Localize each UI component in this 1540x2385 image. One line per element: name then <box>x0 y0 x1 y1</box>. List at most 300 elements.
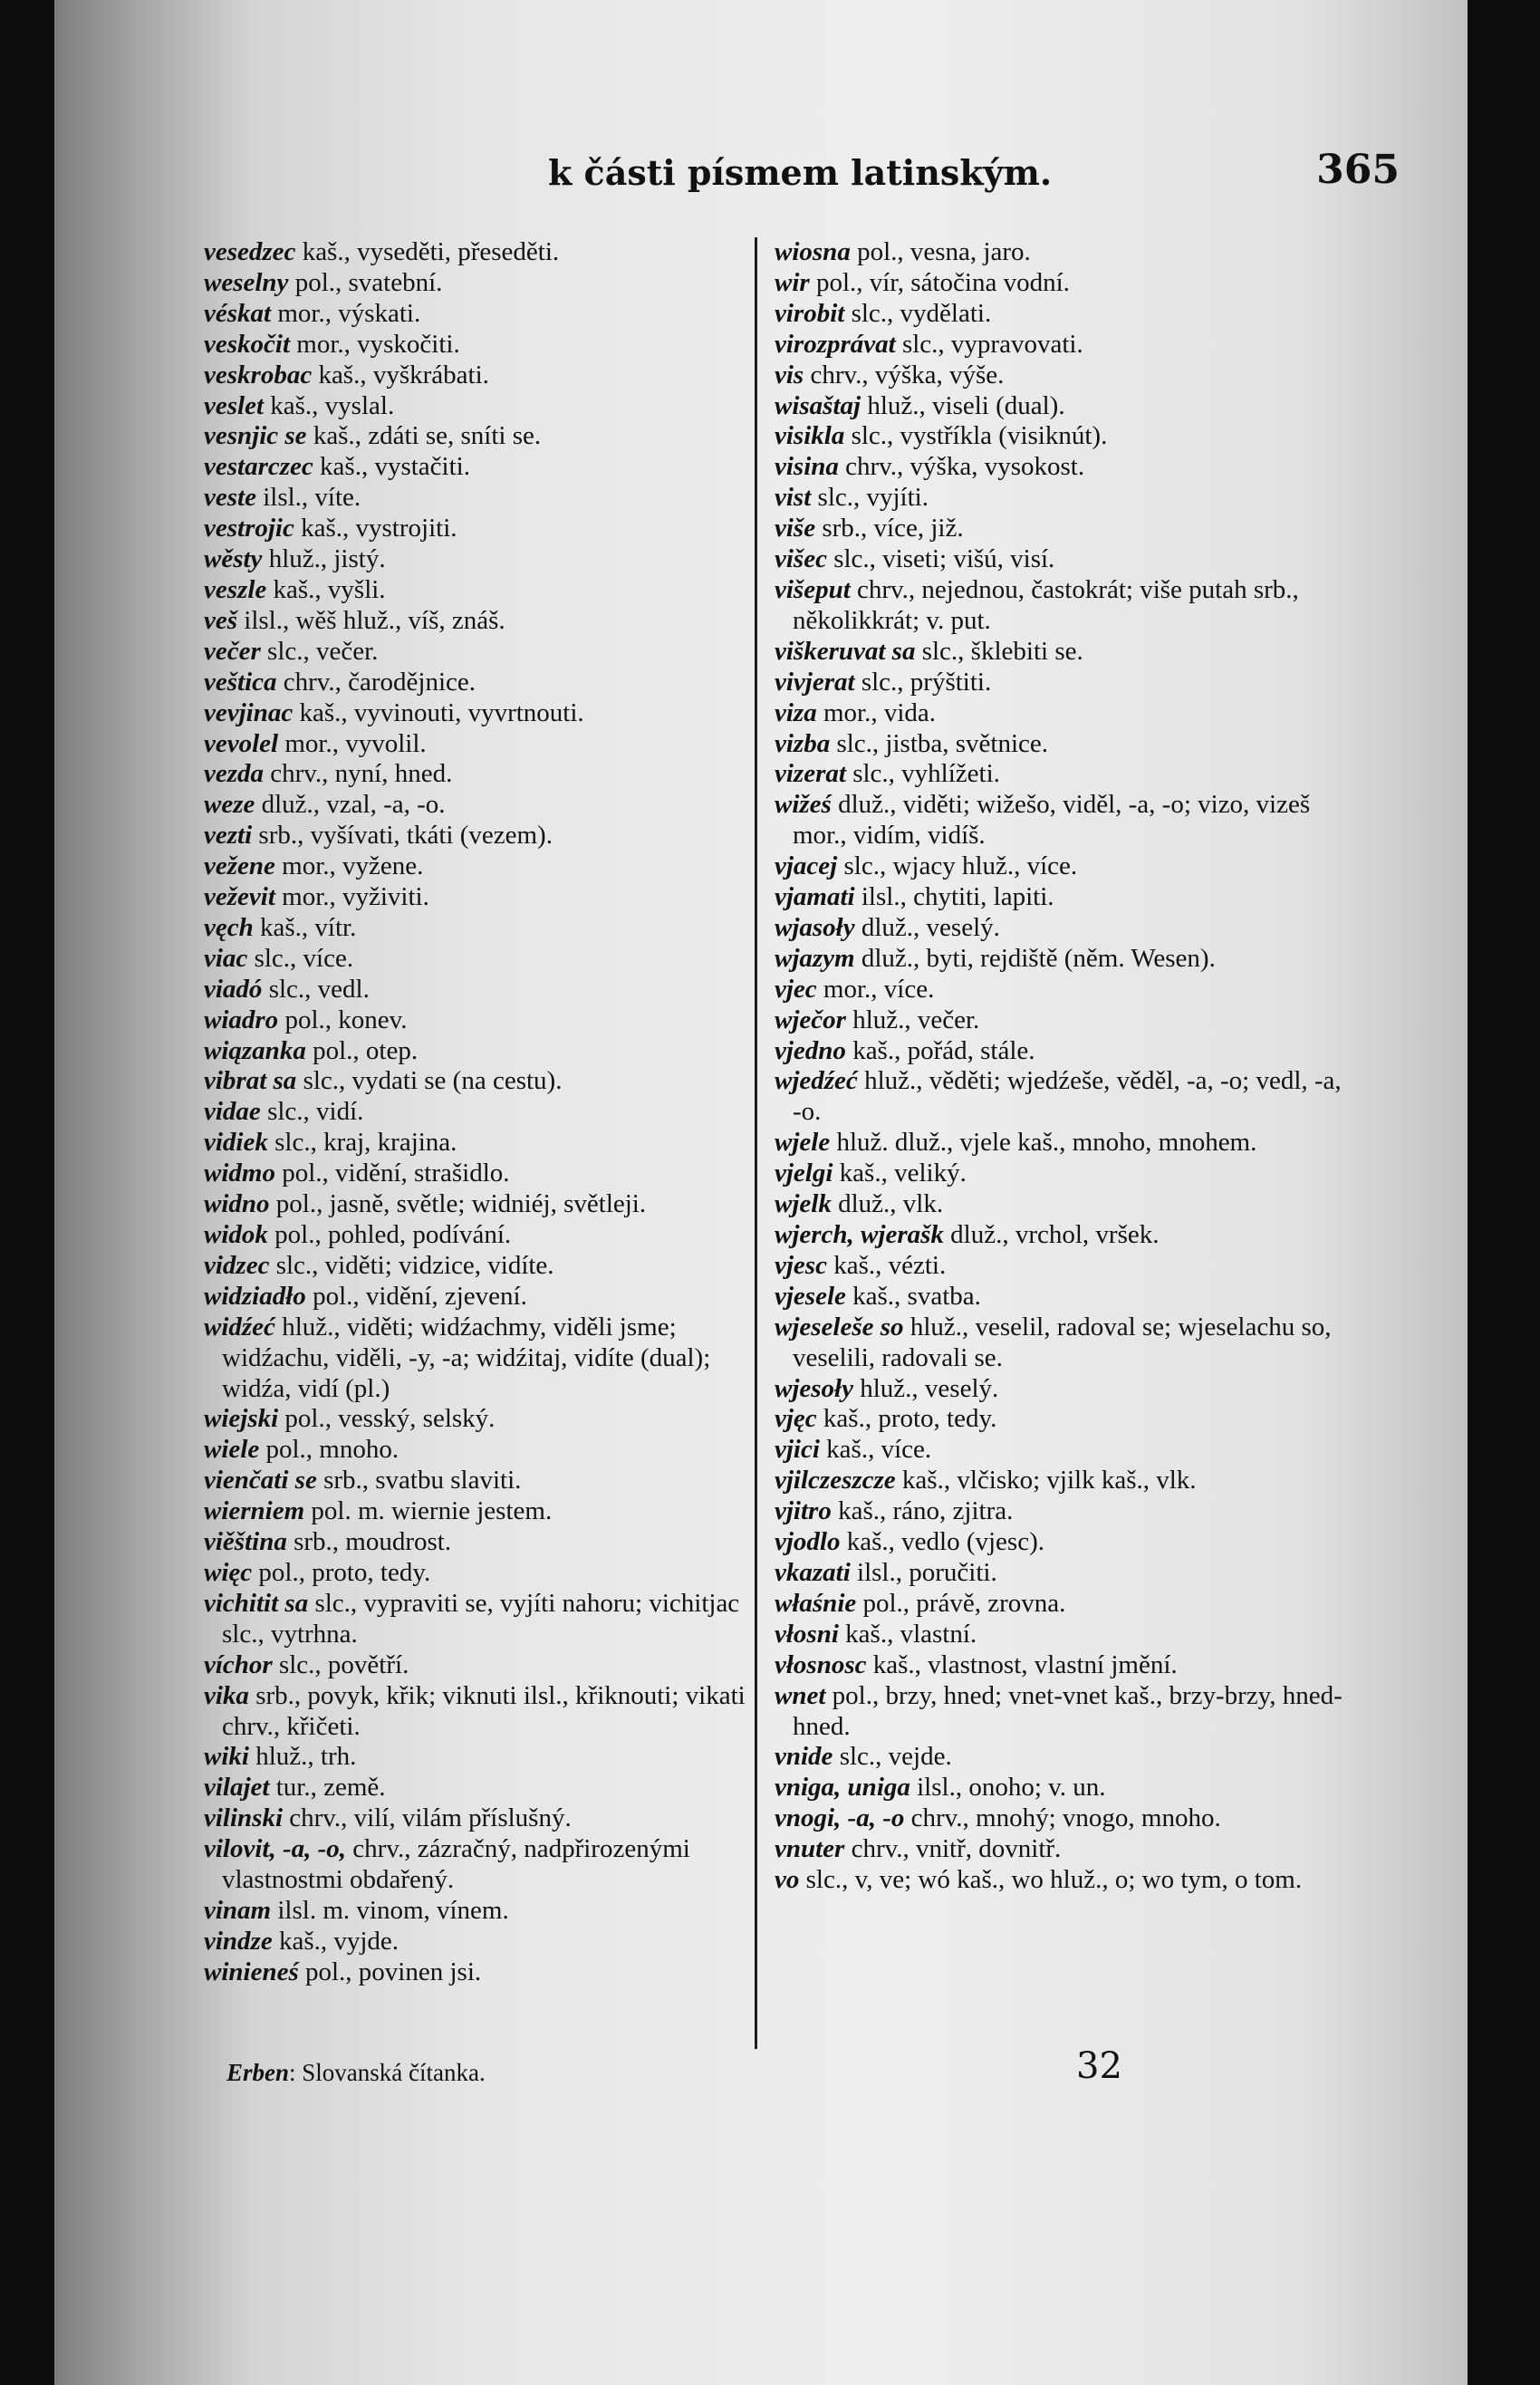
left-column <box>204 237 756 1988</box>
entry-definition: chrv., vnitř, dovnitř. <box>844 1834 1062 1864</box>
entry-definition: kaš., zdáti se, sníti se. <box>306 421 542 451</box>
entry-headword: vestrojic <box>204 514 294 543</box>
entry-headword: viza <box>775 697 817 727</box>
entry-headword: vjici <box>775 1435 820 1465</box>
entry-definition: pol. m. wiernie jestem. <box>304 1496 553 1526</box>
entry-headword: wižeś <box>775 790 832 820</box>
dictionary-entry <box>204 1681 756 1743</box>
footer-author: Erben <box>226 2059 290 2086</box>
dictionary-entry <box>775 1681 1354 1743</box>
entry-definition: dluž., vlk. <box>831 1189 944 1219</box>
entry-definition: mor., vida. <box>816 697 937 727</box>
entry-headword: víchor <box>204 1649 273 1679</box>
dictionary-entry <box>204 944 756 975</box>
entry-headword: vis <box>775 360 804 389</box>
entry-headword: virozprávat <box>775 329 896 359</box>
entry-headword: veskočit <box>204 329 291 359</box>
entry-headword: vłosni <box>775 1619 839 1649</box>
dictionary-entry <box>204 1005 756 1036</box>
dictionary-entry <box>204 975 756 1005</box>
dictionary-entry <box>775 1313 1354 1374</box>
entry-definition: hluž., veselý. <box>853 1373 999 1403</box>
page-title: k části písmem latinským. <box>548 152 1053 193</box>
entry-definition: chrv., nejednou, častokrát; više putah srb., několikkrát; v. put. <box>793 574 1299 635</box>
entry-headword: vesnjic se <box>204 421 307 451</box>
dictionary-entry <box>775 1834 1354 1865</box>
entry-headword: widmo <box>204 1159 275 1188</box>
entry-definition: kaš., vyjde. <box>272 1926 399 1956</box>
entry-definition: chrv., výška, výše. <box>804 360 1005 389</box>
entry-headword: vibrat sa <box>204 1066 297 1096</box>
entry-definition: slc., vydati se (na cestu). <box>296 1066 563 1096</box>
dictionary-entry <box>204 1435 756 1466</box>
entry-headword: wiadro <box>204 1005 279 1034</box>
entry-headword: višec <box>775 544 827 574</box>
dictionary-entry <box>775 1036 1354 1067</box>
entry-definition: slc., prýštiti. <box>854 667 992 697</box>
dictionary-entry <box>775 299 1354 330</box>
dictionary-entry <box>204 1404 756 1435</box>
dictionary-entry <box>204 452 756 483</box>
dictionary-entry <box>204 391 756 422</box>
entry-headword: wječor <box>775 1005 846 1034</box>
dictionary-entry <box>775 1589 1354 1620</box>
dictionary-entry <box>775 729 1354 760</box>
entry-definition: dluž., veselý. <box>854 912 1000 942</box>
entry-definition: slc., šklebiti se. <box>915 636 1083 666</box>
entry-headword: viškeruvat sa <box>775 636 916 666</box>
dictionary-entry <box>204 361 756 391</box>
entry-definition: kaš., pořád, stále. <box>845 1035 1035 1065</box>
dictionary-entry <box>204 1282 756 1313</box>
entry-definition: slc., vypravovati. <box>895 329 1083 359</box>
dictionary-entry <box>775 1404 1354 1435</box>
entry-headword: vo <box>775 1865 800 1895</box>
dictionary-entry <box>204 698 756 729</box>
entry-headword: véskat <box>204 298 272 328</box>
entry-definition: pol., vír, sátočina vodní. <box>809 267 1070 297</box>
entry-definition: mor., vyžene. <box>274 851 424 881</box>
dictionary-entry <box>775 668 1354 698</box>
entry-headword: vilajet <box>204 1773 270 1803</box>
entry-definition: kaš., vyškrábati. <box>312 360 489 389</box>
entry-headword: wěsty <box>204 544 263 574</box>
entry-headword: vjec <box>775 974 817 1004</box>
entry-definition: slc., více. <box>247 943 354 973</box>
entry-definition: ilsl., víte. <box>255 483 361 513</box>
entry-headword: wjesoły <box>775 1373 853 1403</box>
dictionary-entry <box>775 452 1354 483</box>
entry-headword: vjesele <box>775 1281 846 1311</box>
entry-definition: kaš., vítr. <box>253 912 357 942</box>
entry-definition: hluž., jistý. <box>262 544 386 574</box>
entry-definition: slc., viseti; višú, visí. <box>826 544 1055 574</box>
dictionary-entry <box>204 851 756 882</box>
entry-headword: vjedno <box>775 1035 846 1065</box>
entry-definition: pol., povinen jsi. <box>298 1957 482 1986</box>
entry-definition: kaš., proto, tedy. <box>816 1404 997 1434</box>
entry-headword: više <box>775 514 816 543</box>
entry-definition: pol., jasně, světle; widniéj, světleji. <box>269 1189 647 1219</box>
entry-headword: visina <box>775 452 839 482</box>
entry-definition: slc., vyjíti. <box>811 483 929 513</box>
entry-headword: vesedzec <box>204 237 296 266</box>
entry-headword: wisaštaj <box>775 390 861 420</box>
entry-definition: hluž., večer. <box>845 1005 980 1034</box>
entry-headword: widziadło <box>204 1281 306 1311</box>
dictionary-entry <box>775 575 1354 637</box>
entry-headword: wjasoły <box>775 912 855 942</box>
entry-definition: slc., vidí. <box>260 1097 364 1127</box>
entry-definition: kaš., vyvinouti, vyvrtnouti. <box>293 697 584 727</box>
dictionary-entry <box>204 606 756 637</box>
dictionary-entry <box>204 1251 756 1282</box>
dictionary-entry <box>204 330 756 361</box>
dictionary-entry <box>775 483 1354 514</box>
entry-definition: dluž., vzal, -a, -o. <box>255 790 446 820</box>
entry-headword: veszle <box>204 574 267 604</box>
dictionary-entry <box>775 1650 1354 1681</box>
entry-headword: vnogi, -a, -o <box>775 1803 905 1833</box>
entry-definition: srb., povyk, křik; viknuti ilsl., křiknouti; vikati chrv., křičeti. <box>222 1680 746 1741</box>
entry-definition: pol., vesna, jaro. <box>850 237 1031 266</box>
dictionary-entry <box>775 1435 1354 1466</box>
entry-definition: srb., vyšívati, tkáti (vezem). <box>252 821 553 851</box>
entry-headword: vłosnosc <box>775 1649 867 1679</box>
entry-headword: vjitro <box>775 1496 832 1526</box>
entry-headword: vidzec <box>204 1250 270 1280</box>
entry-definition: chrv., zázračný, nadpřirozenými vlastnostmi obdařený. <box>222 1834 690 1895</box>
column-divider <box>755 237 757 2049</box>
entry-headword: veštica <box>204 667 277 697</box>
entry-definition: ilsl., poručiti. <box>850 1557 997 1587</box>
entry-headword: widźeć <box>204 1312 275 1342</box>
dictionary-entry <box>204 1927 756 1957</box>
entry-definition: kaš., vyseděti, přeseděti. <box>295 237 560 266</box>
entry-definition: kaš., ráno, zjitra. <box>831 1496 1014 1526</box>
entry-definition: kaš., vyslal. <box>264 390 395 420</box>
dictionary-entry <box>775 975 1354 1005</box>
entry-headword: wjelk <box>775 1189 832 1219</box>
dictionary-entry <box>204 1466 756 1496</box>
entry-headword: vkazati <box>775 1557 851 1587</box>
entry-definition: chrv., nyní, hned. <box>264 759 453 789</box>
entry-headword: weselny <box>204 267 289 297</box>
entry-definition: kaš., více. <box>819 1435 932 1465</box>
entry-definition: tur., země. <box>269 1773 386 1803</box>
entry-headword: wjerch, wjerašk <box>775 1220 944 1249</box>
dictionary-entry <box>775 1159 1354 1189</box>
entry-definition: dluž., viděti; wižešo, viděl, -a, -o; vizo, vizeš mor., vidím, vidíš. <box>793 790 1311 851</box>
dictionary-entry <box>204 821 756 851</box>
entry-headword: vidiek <box>204 1128 268 1158</box>
dictionary-entry <box>775 237 1354 268</box>
entry-headword: więc <box>204 1557 253 1587</box>
entry-headword: wiki <box>204 1742 249 1772</box>
entry-definition: slc., povětří. <box>272 1649 409 1679</box>
dictionary-entry <box>204 1896 756 1927</box>
dictionary-entry <box>775 1128 1354 1159</box>
dictionary-entry <box>775 1803 1354 1834</box>
entry-headword: visikla <box>775 421 845 451</box>
entry-headword: wiejski <box>204 1404 279 1434</box>
dictionary-entry <box>775 330 1354 361</box>
entry-definition: dluž., vrchol, vršek. <box>943 1220 1160 1249</box>
entry-headword: virobit <box>775 298 845 328</box>
entry-definition: mor., výskati. <box>271 298 421 328</box>
entry-definition: mor., více. <box>816 974 935 1004</box>
entry-headword: vęch <box>204 912 254 942</box>
dictionary-entry <box>204 790 756 821</box>
entry-headword: veslet <box>204 390 265 420</box>
entry-headword: vizba <box>775 728 831 758</box>
entry-headword: widok <box>204 1220 268 1249</box>
entry-headword: vjęc <box>775 1404 817 1434</box>
dictionary-entry <box>775 268 1354 299</box>
entry-definition: chrv., výška, vysokost. <box>838 452 1085 482</box>
entry-definition: slc., wjacy hluž., více. <box>837 851 1078 881</box>
entry-definition: kaš., vystrojiti. <box>294 514 457 543</box>
entry-definition: slc., vyhlížeti. <box>845 759 1000 789</box>
entry-headword: wjedźeć <box>775 1066 858 1096</box>
entry-headword: vichitit sa <box>204 1588 309 1618</box>
dictionary-entry <box>775 514 1354 544</box>
dictionary-entry <box>775 1620 1354 1650</box>
entry-headword: vjelgi <box>775 1159 833 1188</box>
entry-definition: kaš., veliký. <box>833 1159 967 1188</box>
entry-headword: vnuter <box>775 1834 845 1864</box>
entry-definition: hluž., viseli (dual). <box>861 390 1065 420</box>
dictionary-entry <box>204 1834 756 1896</box>
entry-definition: slc., vydělati. <box>844 298 992 328</box>
entry-definition: kaš., vystačiti. <box>313 452 470 482</box>
dictionary-entry <box>204 1189 756 1220</box>
dictionary-entry <box>204 544 756 575</box>
dictionary-entry <box>204 913 756 944</box>
dictionary-entry <box>204 1742 756 1773</box>
entry-headword: vivjerat <box>775 667 855 697</box>
entry-definition: ilsl., chytiti, lapiti. <box>854 882 1054 912</box>
entry-headword: vjacej <box>775 851 838 881</box>
entry-headword: vežene <box>204 851 275 881</box>
entry-headword: vizerat <box>775 759 846 789</box>
entry-headword: winieneś <box>204 1957 299 1986</box>
entry-headword: vjamati <box>775 882 855 912</box>
entry-headword: vjilczeszcze <box>775 1466 896 1495</box>
entry-headword: vinam <box>204 1895 272 1925</box>
dictionary-entry <box>204 882 756 913</box>
right-column <box>775 237 1354 1896</box>
entry-definition: srb., moudrost. <box>286 1527 452 1557</box>
entry-definition: hluž., věděti; wjedźeše, věděl, -a, -o; vedl, -a, -o. <box>793 1066 1342 1127</box>
entry-headword: vniga, uniga <box>775 1773 910 1803</box>
entry-definition: hluž., veselil, radoval se; wjeselachu so, veselili, radovali se. <box>793 1312 1332 1372</box>
footer-book-title: : Slovanská čítanka. <box>289 2059 486 2086</box>
entry-headword: vevjinac <box>204 697 294 727</box>
entry-headword: widno <box>204 1189 270 1219</box>
entry-definition: pol., mnoho. <box>259 1435 399 1465</box>
entry-headword: vjodlo <box>775 1527 841 1557</box>
dictionary-entry <box>775 882 1354 913</box>
entry-headword: wnet <box>775 1680 826 1710</box>
dictionary-entry <box>775 391 1354 422</box>
footer-source <box>226 2059 486 2087</box>
entry-definition: kaš., vedlo (vjesc). <box>840 1527 1044 1557</box>
entry-definition: hluž., viděti; widźachmy, viděli jsme; widźachu, viděli, -y, -a; widźitaj, vidíte (dual); widźa, vidí (pl.) <box>222 1312 711 1403</box>
entry-definition: pol., vidění, zjevení. <box>305 1281 527 1311</box>
dictionary-entry <box>775 790 1354 851</box>
entry-definition: slc., vypraviti se, vyjíti nahoru; vichitjac slc., vytrhna. <box>222 1588 740 1649</box>
entry-headword: wierniem <box>204 1496 305 1526</box>
entry-headword: veste <box>204 483 256 513</box>
dictionary-entry <box>204 1036 756 1067</box>
entry-definition: slc., viděti; vidzice, vidíte. <box>269 1250 554 1280</box>
entry-headword: vienčati se <box>204 1466 317 1495</box>
entry-headword: večer <box>204 636 261 666</box>
dictionary-entry <box>204 1650 756 1681</box>
entry-headword: wiązanka <box>204 1035 306 1065</box>
dictionary-entry <box>204 1097 756 1128</box>
dictionary-entry <box>204 1773 756 1803</box>
entry-definition: pol., vesský, selský. <box>278 1404 496 1434</box>
entry-headword: vist <box>775 483 812 513</box>
dictionary-entry <box>775 1865 1354 1896</box>
dictionary-entry <box>204 1313 756 1405</box>
entry-headword: vindze <box>204 1926 273 1956</box>
entry-definition: ilsl., onoho; v. un. <box>910 1773 1106 1803</box>
dictionary-entry <box>775 361 1354 391</box>
entry-headword: vestarczec <box>204 452 313 482</box>
signature-mark: 32 <box>1076 2045 1122 2087</box>
dictionary-entry <box>775 1527 1354 1558</box>
entry-definition: slc., večer. <box>260 636 379 666</box>
dictionary-entry <box>775 1374 1354 1405</box>
dictionary-entry <box>204 1589 756 1650</box>
entry-headword: višeput <box>775 574 851 604</box>
entry-definition: kaš., vézti. <box>826 1250 947 1280</box>
dictionary-entry <box>775 851 1354 882</box>
entry-definition: slc., v, ve; wó kaš., wo hluž., o; wo tym, o tom. <box>799 1865 1303 1895</box>
dictionary-entry <box>204 1558 756 1589</box>
dictionary-entry <box>775 1251 1354 1282</box>
entry-headword: viěština <box>204 1527 287 1557</box>
entry-definition: hluž., trh. <box>248 1742 357 1772</box>
entry-headword: vjesc <box>775 1250 827 1280</box>
entry-definition: slc., jistba, světnice. <box>830 728 1049 758</box>
dictionary-entry <box>204 1066 756 1097</box>
entry-definition: mor., vyživiti. <box>274 882 429 912</box>
dictionary-entry <box>204 1957 756 1988</box>
dictionary-entry <box>204 299 756 330</box>
entry-headword: veževit <box>204 882 275 912</box>
entry-headword: wjele <box>775 1128 831 1158</box>
dictionary-entry <box>775 1066 1354 1128</box>
dictionary-entry <box>204 668 756 698</box>
entry-definition: pol., proto, tedy. <box>252 1557 431 1587</box>
entry-definition: pol., svatební. <box>288 267 443 297</box>
entry-definition: srb., více, již. <box>815 514 964 543</box>
dictionary-entry <box>775 1742 1354 1773</box>
dictionary-entry <box>204 268 756 299</box>
entry-definition: pol., vidění, strašidlo. <box>274 1159 510 1188</box>
entry-definition: ilsl. m. vinom, vínem. <box>271 1895 509 1925</box>
entry-headword: veš <box>204 605 238 635</box>
entry-definition: mor., vyskočiti. <box>290 329 460 359</box>
entry-definition: chrv., vilí, vilám příslušný. <box>283 1803 572 1833</box>
entry-headword: weze <box>204 790 255 820</box>
dictionary-entry <box>204 514 756 544</box>
dictionary-entry <box>204 1128 756 1159</box>
entry-headword: vilinski <box>204 1803 284 1833</box>
entry-definition: kaš., svatba. <box>845 1281 981 1311</box>
dictionary-entry <box>775 1220 1354 1251</box>
entry-definition: slc., kraj, krajina. <box>267 1128 457 1158</box>
entry-headword: vezti <box>204 821 253 851</box>
entry-headword: veskrobac <box>204 360 313 389</box>
entry-definition: dluž., byti, rejdiště (něm. Wesen). <box>854 943 1216 973</box>
dictionary-entry <box>204 759 756 790</box>
dictionary-entry <box>204 1803 756 1834</box>
dictionary-entry <box>775 1496 1354 1527</box>
entry-definition: kaš., vyšli. <box>266 574 386 604</box>
dictionary-entry <box>204 729 756 760</box>
entry-headword: vevolel <box>204 728 279 758</box>
entry-definition: kaš., vlčisko; vjilk kaš., vlk. <box>895 1466 1197 1495</box>
entry-headword: wjeseleše so <box>775 1312 904 1342</box>
dictionary-entry <box>775 637 1354 668</box>
dictionary-entry <box>204 637 756 668</box>
dictionary-entry <box>775 913 1354 944</box>
entry-headword: wiosna <box>775 237 851 266</box>
dictionary-entry <box>775 1005 1354 1036</box>
dictionary-entry <box>775 1189 1354 1220</box>
entry-definition: pol., právě, zrovna. <box>856 1588 1066 1618</box>
entry-definition: chrv., mnohý; vnogo, mnoho. <box>904 1803 1221 1833</box>
dictionary-entry <box>204 1220 756 1251</box>
running-header <box>54 145 1468 208</box>
entry-headword: vika <box>204 1680 249 1710</box>
entry-definition: ilsl., wěš hluž., víš, znáš. <box>237 605 505 635</box>
dictionary-entry <box>775 544 1354 575</box>
dictionary-entry <box>204 1159 756 1189</box>
dictionary-entry <box>775 1773 1354 1803</box>
entry-headword: vnide <box>775 1742 833 1772</box>
entry-definition: pol., brzy, hned; vnet-vnet kaš., brzy-brzy, hned-hned. <box>793 1680 1343 1741</box>
dictionary-entry <box>204 1527 756 1558</box>
dictionary-entry <box>775 944 1354 975</box>
entry-definition: slc., vedl. <box>262 974 370 1004</box>
entry-definition: slc., vejde. <box>833 1742 952 1772</box>
entry-headword: wir <box>775 267 810 297</box>
dictionary-entry <box>204 1496 756 1527</box>
dictionary-entry <box>775 698 1354 729</box>
dictionary-entry <box>775 1558 1354 1589</box>
dictionary-entry <box>204 483 756 514</box>
entry-definition: hluž. dluž., vjele kaš., mnoho, mnohem. <box>830 1128 1257 1158</box>
entry-definition: kaš., vlastní. <box>838 1619 977 1649</box>
dictionary-entry <box>775 1282 1354 1313</box>
entry-headword: vezda <box>204 759 265 789</box>
entry-definition: pol., otep. <box>305 1035 419 1065</box>
entry-headword: viadó <box>204 974 263 1004</box>
entry-definition: pol., pohled, podívání. <box>267 1220 512 1249</box>
entry-headword: vilovit, -a, -o, <box>204 1834 347 1864</box>
dictionary-entry <box>775 759 1354 790</box>
entry-definition: kaš., vlastnost, vlastní jmění. <box>866 1649 1178 1679</box>
dictionary-entry <box>204 237 756 268</box>
dictionary-entry <box>775 421 1354 452</box>
entry-definition: pol., konev. <box>278 1005 408 1034</box>
